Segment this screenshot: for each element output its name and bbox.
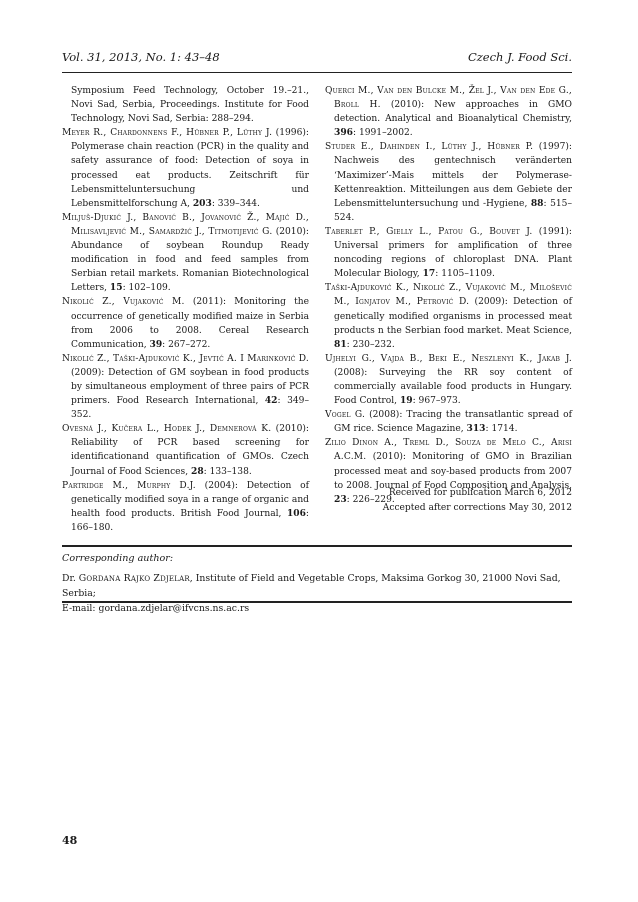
reference-volume: 15 [109,282,123,294]
reference-entry: Studer E., Dahinden I., Lüthy J., Hübner P. (1997): Nachweis des gentechnisch veränderten ‘Maximizer’-Mais mittels der Polymerase-Kettenreaktion. Mitteilungen aus dem Gebiete der Lebensmitteluntersuchung und -Hygiene, 88: 515–524. [325,142,572,223]
reference-entry: Taški-Ajduković K., Nikolić Z., Vujaković M., Milošević M., Ignjatov M., Petrović D. (2009): Detection of genetically modified organisms in processed meat products n the Serbian food market. Meat Science, 81: 230–232. [325,283,572,350]
reference-volume: 396 [334,127,353,139]
corresponding-author-label: Corresponding author: [62,553,174,564]
reference-entry: Zilio Dinon A., Treml D., Souza de Melo C., Arisi A.C.M. (2010): Monitoring of GMO in Brazilian processed meat and soy-based products from 2007 to 2008. Journal of Food Composition and Analysis, 23: 226–229. [325,438,572,505]
reference-entry: Ovesná J., Kučera L., Hodek J., Demnerová K. (2010): Reliability of PCR based screening for identificationand quantification of GMOs. Czech Journal of Food Sciences, 28: 133–138. [62,424,309,477]
reference-authors: Partridge M., Murphy D.J. [62,480,196,491]
reference-entry: Ujhelyi G., Vajda B., Beki E., Neszlenyi K., Jakab J. (2008): Surveying the RR soy content of commercially available food products in Hungary. Food Control, 19: 967–973. [325,353,572,407]
page-number: 48 [62,834,78,847]
reference-volume: 313 [466,423,486,435]
reference-volume: 88 [530,197,544,209]
reference-entry: Nikolić Z., Vujaković M. (2011): Monitoring the occurrence of genetically modified maize in Serbia from 2006 to 2008. Cereal Research Communication, 39: 267–272. [62,297,309,350]
reference-authors: Taški-Ajduković K., Nikolić Z., Vujaković M., Milošević M., Ignjatov M., Petrović D. [325,283,572,308]
reference-volume: 81 [334,338,347,350]
reference-authors: Ujhelyi G., Vajda B., Beki E., Neszlenyi K., Jakab J. [325,353,572,364]
corresponding-rule-top [62,545,572,547]
reference-authors: Miljuš-Djukić J., Banović B., Jovanović Ž., Majić D., Milisavljević M., Samardžić J., Titmotijević G. [62,212,309,237]
reference-authors: Vogel G. [325,410,366,421]
reference-entry: Miljuš-Djukić J., Banović B., Jovanović Ž., Majić D., Milisavljević M., Samardžić J., Titmotijević G. (2010): Abundance of soybean Roundup Ready modification in food and feed samples from Serbian retail markets. Romanian Biotechnological Letters, 15: 102–109. [62,212,309,294]
reference-authors: Querci M., Van den Bulcke M., Žel J., Van den Ede G., Broll H. [325,86,572,111]
reference-volume: 42 [264,395,278,407]
reference-entry: Querci M., Van den Bulcke M., Žel J., Van den Ede G., Broll H. (2010): New approaches in GMO detection. Analytical and Bioanalytical Chemistry, 396: 1991–2002. [325,86,572,139]
header-rule [62,72,572,73]
reference-authors: Taberlet P., Gielly L., Patou G., Bouvet J. [325,226,533,237]
reference-volume: 23 [334,493,347,505]
journal-issue: Vol. 31, 2013, No. 1: 43–48 [62,50,220,64]
reference-authors: Meyer R., Chardonnens F., Hübner P., Lüthy J. [62,128,273,139]
reference-entry: Taberlet P., Gielly L., Patou G., Bouvet J. (1991): Universal primers for amplification of three noncoding regions of chloroplast DNA. Plant Molecular Biology, 17: 1105–1109. [325,226,572,280]
received-date: Received for publication March 6, 2012 [388,488,572,498]
running-header [62,50,572,64]
reference-volume: 106 [286,507,306,519]
reference-entry: Vogel G. (2008): Tracing the transatlantic spread of GM rice. Science Magazine, 313: 1714. [325,410,573,435]
journal-name: Czech J. Food Sci. [467,50,572,64]
reference-authors: Nikolić Z., Taški-Ajduković K., Jevtić A. I Marinković D. [62,353,309,364]
reference-entry: Meyer R., Chardonnens F., Hübner P., Lüthy J. (1996): Polymerase chain reaction (PCR) in the quality and safety assurance of food: Detection of soya in processed eat products. Zeitschrift für Lebensmitteluntersuchung und Lebensmittelforschung A, 203: 339–344. [62,128,309,209]
reference-entry: Symposium Feed Technology, October 19.–21., Novi Sad, Serbia, Proceedings. Institute for Food Technology, Novi Sad, Serbia: 288–294. [71,86,309,125]
reference-entry: Partridge M., Murphy D.J. (2004): Detection of genetically modified soya in a range of organic and health food products. British Food Journal, 106: 166–180. [62,480,309,533]
reference-volume: 203 [192,197,212,209]
reference-volume: 39 [149,338,163,350]
reference-authors: Ovesná J., Kučera L., Hodek J., Demnerová K. [62,424,272,435]
publication-dates [325,486,572,515]
references-left-column [62,84,309,535]
corresponding-author-line: Dr. Gordana Rajko Zdjelar, Institute of Field and Vegetable Crops, Maksima Gorkog 30, 21000 Novi Sad, Serbia; [62,573,561,599]
corresponding-rule-bottom [62,601,572,603]
reference-volume: 17 [422,268,436,280]
reference-entry: Nikolić Z., Taški-Ajduković K., Jevtić A. I Marinković D. (2009): Detection of GM soybean in food products by simultaneous employment of three pairs of PCR primers. Food Research International, 42: 349–352. [62,353,309,421]
references-right-column [325,84,572,507]
reference-authors: Studer E., Dahinden I., Lüthy J., Hübner P. [325,142,534,153]
reference-authors: Nikolić Z., Vujaković M. [62,297,185,308]
reference-volume: 28 [191,465,204,477]
reference-volume: 19 [399,395,413,407]
corresponding-author-email: E-mail: gordana.zdjelar@ifvcns.ns.ac.rs [62,603,250,614]
accepted-date: Accepted after corrections May 30, 2012 [382,502,572,513]
corresponding-author-details [62,571,572,616]
reference-authors: Zilio Dinon A., Treml D., Souza de Melo C., Arisi A.C.M. [325,438,572,463]
corresponding-author-name: Gordana Rajko Zdjelar [78,573,190,584]
